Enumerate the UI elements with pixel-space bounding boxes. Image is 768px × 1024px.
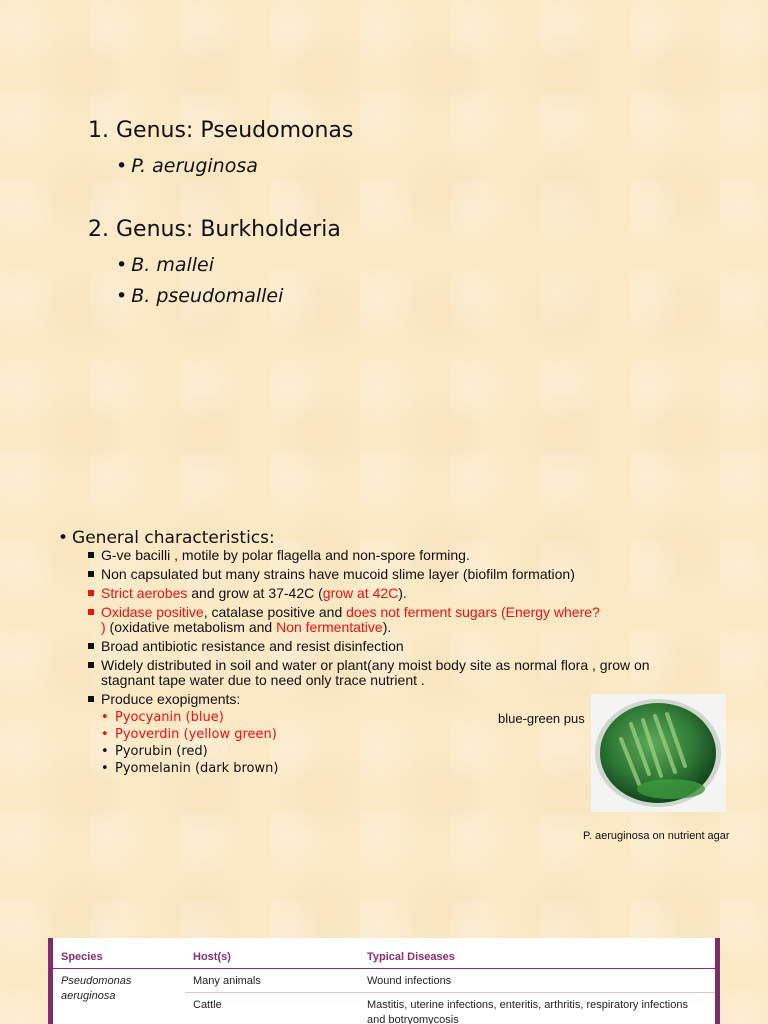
cell-disease: Wound infections (359, 969, 715, 993)
column-header-diseases: Typical Diseases (359, 938, 715, 969)
photo-label: blue-green pus (498, 711, 585, 726)
species-p-aeruginosa: • P. aeruginosa (116, 155, 258, 177)
species-label: B. pseudomallei (131, 285, 284, 307)
species-b-pseudomallei: • B. pseudomallei (116, 285, 284, 307)
petri-dish-image (591, 694, 726, 812)
genus-pseudomonas-heading: 1. Genus: Pseudomonas (88, 118, 354, 143)
genus-burkholderia-heading: 2. Genus: Burkholderia (88, 217, 341, 242)
list-item: Oxidase positive, catalase positive and does not ferment sugars (Energy where? ) (oxidative metabolism and Non fermentative). (88, 605, 688, 635)
list-item: Non capsulated but many strains have mucoid slime layer (biofilm formation) (88, 567, 688, 582)
list-item: G-ve bacilli , motile by polar flagella and non-spore forming. (88, 548, 688, 563)
list-item: Produce exopigments: • Pyocyanin (blue) • Pyoverdin (yellow green) • Pyorubin (red) • Pyomelanin (dark brown) (88, 692, 688, 777)
species-table (48, 938, 720, 1024)
column-header-hosts: Host(s) (185, 938, 359, 969)
species-label: P. aeruginosa (131, 155, 258, 177)
pigment-item: • Pyocyanin (blue) (101, 709, 688, 726)
cell-species: Pseudomonas aeruginosa (53, 969, 185, 1024)
species-label: B. mallei (131, 254, 215, 276)
list-item: Strict aerobes and grow at 37-42C (grow at 42C). (88, 586, 688, 601)
photo-caption: P. aeruginosa on nutrient agar (583, 830, 730, 842)
heading-label: General characteristics: (72, 528, 275, 548)
list-item: Broad antibiotic resistance and resist disinfection (88, 639, 688, 654)
species-b-mallei: • B. mallei (116, 254, 215, 276)
pigment-item: • Pyoverdin (yellow green) (101, 726, 688, 743)
cell-host: Many animals (185, 969, 359, 993)
list-item: Widely distributed in soil and water or plant(any moist body site as normal flora , grow on stagnant tape water due to need only trace nutrient . (88, 658, 676, 688)
cell-disease: Mastitis, uterine infections, enteritis, arthritis, respiratory infections and botryomycosis (359, 993, 715, 1024)
table-row (53, 969, 715, 993)
cell-host: Cattle (185, 993, 359, 1024)
pigment-item: • Pyorubin (red) (101, 743, 688, 760)
column-header-species: Species (53, 938, 185, 969)
pigment-item: • Pyomelanin (dark brown) (101, 760, 688, 777)
general-characteristics-heading: • General characteristics: (58, 528, 275, 548)
